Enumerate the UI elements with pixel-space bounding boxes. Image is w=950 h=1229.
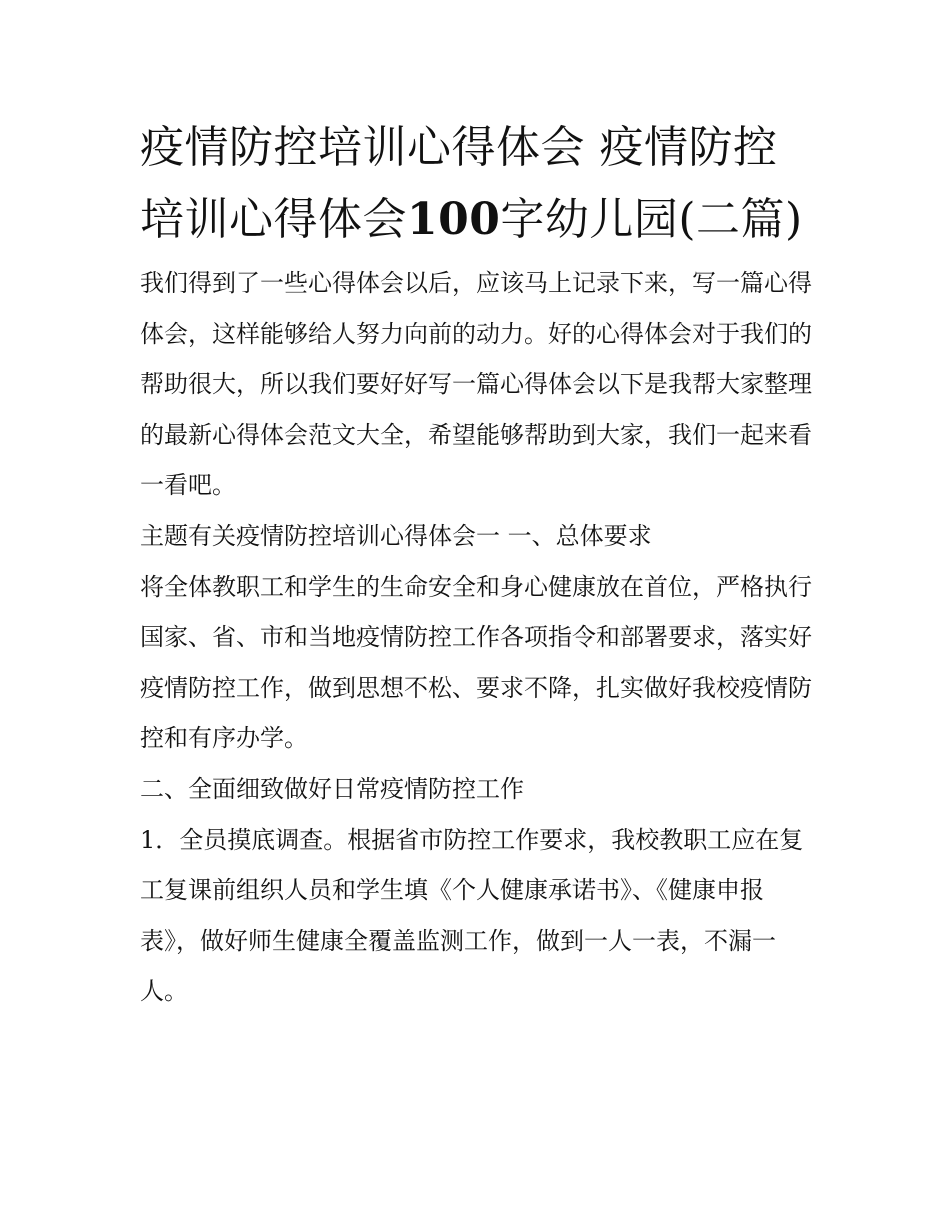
- intro-paragraph: 我们得到了一些心得体会以后，应该马上记录下来，写一篇心得体会，这样能够给人努力向前的动力。好的心得体会对于我们的帮助很大，所以我们要好好写一篇心得体会以下是我帮大家整理的最新心得体会范文大全，希望能够帮助到大家，我们一起来看一看吧。: [140, 269, 812, 500]
- title-text-part1: 疫情防控培训心得体会 疫情防控培训心得体会: [140, 122, 778, 245]
- title-text-part2: 字幼儿园(二篇): [500, 194, 803, 245]
- section-heading-1: 主题有关疫情防控培训心得体会一 一、总体要求: [140, 521, 652, 550]
- document-content: [140, 112, 820, 1017]
- title-number: 100: [407, 194, 501, 245]
- survey-paragraph: 1．全员摸底调查。根据省市防控工作要求，我校教职工应在复工复课前组织人员和学生填《个人健康承诺书》、《健康申报表》，做好师生健康全覆盖监测工作，做到一人一表，不漏一人。: [140, 825, 804, 1006]
- requirements-paragraph: 将全体教职工和学生的生命安全和身心健康放在首位，严格执行国家、省、市和当地疫情防控工作各项指令和部署要求，落实好疫情防控工作，做到思想不松、要求不降，扎实做好我校疫情防控和有序办学。: [140, 572, 812, 753]
- section-heading-2: 二、全面细致做好日常疫情防控工作: [140, 774, 524, 803]
- document-title: [140, 112, 820, 256]
